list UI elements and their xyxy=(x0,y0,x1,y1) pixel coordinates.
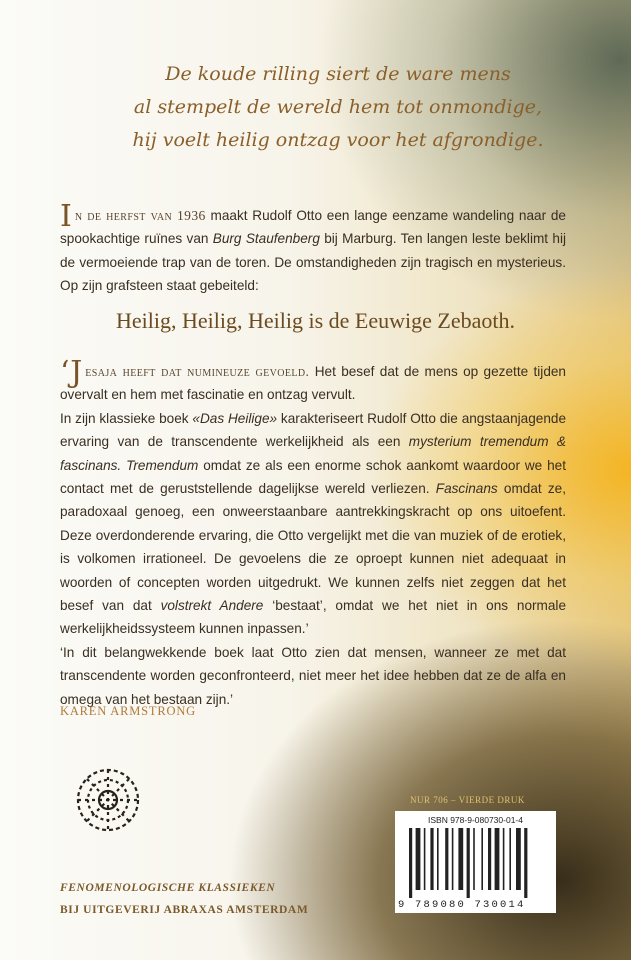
drop-cap: ‘J xyxy=(60,355,83,390)
author-name: KAREN ARMSTRONG xyxy=(60,704,196,718)
barcode-digits: 9 789080 730014 xyxy=(398,899,526,911)
inscription: Heilig, Heilig, Heilig is de Eeuwige Zebaoth. xyxy=(116,308,515,333)
emphasis: mysterium tremendum & fascinans. Tremendum xyxy=(60,434,567,473)
footer xyxy=(60,877,308,921)
text: bij Marburg. Ten langen leste beklimt hij de vermoeiende trap van de toren. De omstandigheden zijn tragisch en mysterieus. Op zijn grafsteen staat gebeiteld: xyxy=(60,231,566,294)
armstrong-quote: ‘In dit belangwekkende boek laat Otto zien dat mensen, wanneer ze met dat transcendente worden geconfronteerd, niet meer het idee hebben dat ze de alfa en omega van het bestaan zijn.’ xyxy=(60,644,566,707)
isbn-label: ISBN 978-9-080730-01-4 xyxy=(428,815,523,825)
series-name: FENOMENOLOGISCHE KLASSIEKEN xyxy=(60,882,276,894)
text: omdat ze, paradoxaal genoeg, een onweerstaanbare aantrekkingskracht op ons uitoefent. Deze overdonderende ervaring, die Otto vergelijkt met die van muziek of de erotiek, is volkomen irrationeel. De gevoelens die ze oproept kunnen niet adequaat in woorden of concepten worden uitgedrukt. We kunnen zelfs niet zeggen dat het besef van dat xyxy=(60,481,567,614)
text: ‘bestaat’, omdat we het niet in ons normale werkelijkheidssysteem kunnen inpassen.’ xyxy=(60,598,567,637)
text: omdat ze als een enorme schok aankomt waardoor we het contact met de geruststellende dagelijkse wereld verliezen. xyxy=(60,457,566,497)
text: karakteriseert Rudolf Otto die angstaanjagende ervaring van de transcendente werkelijkheid als een xyxy=(60,410,567,450)
emphasis: volstrekt Andere xyxy=(160,598,264,614)
intro-paragraph xyxy=(60,199,566,298)
epigraph xyxy=(0,58,631,157)
emphasis: Fascinans xyxy=(435,481,498,497)
intro-smallcaps: n de herfst van 1936 xyxy=(74,208,206,223)
text: Het besef dat de mens op gezette tijden overvalt en hem met fascinatie en ontzag vervult. xyxy=(60,364,566,403)
epigraph-line: hij voelt heilig ontzag voor het afgrondige. xyxy=(132,129,544,151)
nur-label: NUR 706 – VIERDE DRUK xyxy=(410,795,525,805)
emphasis: Burg Staufenberg xyxy=(212,231,320,247)
drop-cap: I xyxy=(60,199,72,234)
emphasis: «Das Heilige» xyxy=(192,410,278,426)
barcode-bars-icon xyxy=(409,828,544,898)
publisher-logo-icon xyxy=(73,765,143,835)
text: maakt Rudolf Otto een lange eenzame wandeling naar de spookachtige ruïnes van xyxy=(60,208,566,247)
epigraph-line: al stempelt de wereld hem tot onmondige, xyxy=(133,96,543,118)
publisher-name: BIJ UITGEVERIJ ABRAXAS AMSTERDAM xyxy=(60,904,309,916)
blurb-smallcaps: esaja heeft dat numineuze gevoeld. xyxy=(85,364,310,379)
barcode xyxy=(395,811,556,913)
blurb xyxy=(60,355,567,711)
epigraph-line: De koude rilling siert de ware mens xyxy=(165,63,511,85)
text: In zijn klassieke boek xyxy=(60,410,193,426)
